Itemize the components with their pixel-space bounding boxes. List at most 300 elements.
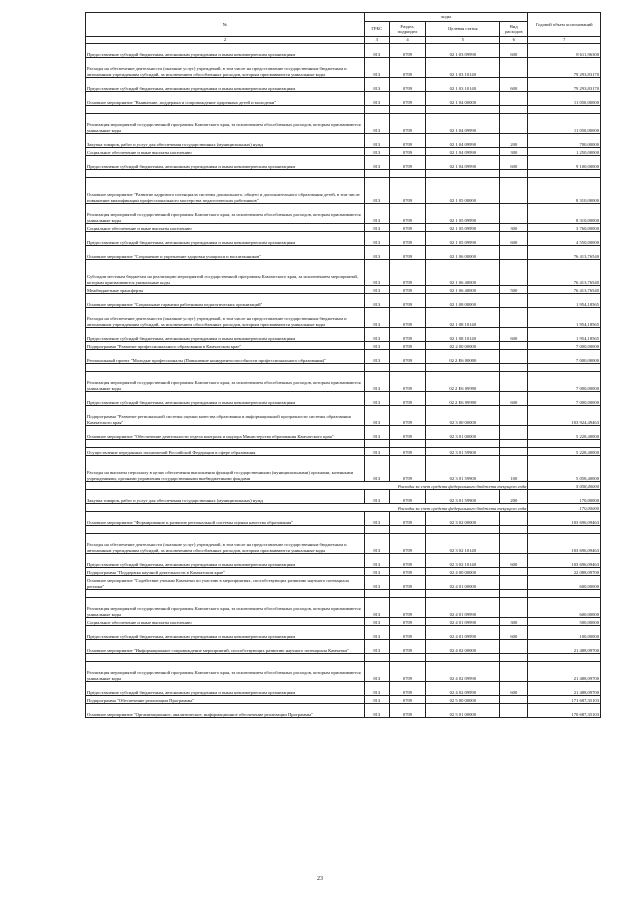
cell-amount: 100,00000	[528, 626, 601, 640]
cell-section: 0709	[389, 78, 426, 92]
col-header-grbs: ГРБС	[364, 22, 389, 37]
cell-section: 0709	[389, 92, 426, 106]
cell-expense-type	[500, 308, 528, 328]
cell-target-article: 02 1 03 09990	[426, 44, 500, 58]
cell-expense-type	[500, 58, 528, 78]
cell-description: Предоставление субсидий бюджетным, автономным учреждениям и иным некоммерческим организациям	[86, 44, 365, 58]
cell-target-article: 02 2 E6 00000	[426, 350, 500, 364]
cell-section: 0709	[389, 44, 426, 58]
cell-description: Предоставление субсидий бюджетным, автономным учреждениям и иным некоммерческим организациям	[86, 392, 365, 406]
spacer-row	[86, 106, 601, 114]
spacer-row	[86, 654, 601, 662]
cell-grbs: 813	[364, 406, 389, 426]
empty-cell	[528, 526, 601, 534]
cell-target-article: 02 4 02 09990	[426, 662, 500, 682]
cell-amount: 79 293,83170	[528, 58, 601, 78]
cell-expense-type	[500, 406, 528, 426]
cell-amount: 21 488,09700	[528, 640, 601, 654]
cell-expense-type: 600	[500, 156, 528, 170]
cell-target-article: 02 1 04 09990	[426, 114, 500, 134]
cell-description: Расходы на обеспечение деятельности (оказание услуг) учреждений, в том числе на предоставление государственным бюджетным и автономным учреждениям субсидий, за исключением обособленных расходов, которым присваиваются уникальные коды	[86, 308, 365, 328]
cell-expense-type: 200	[500, 490, 528, 504]
cell-section: 0709	[389, 342, 426, 350]
cell-expense-type: 600	[500, 44, 528, 58]
funding-note: Расходы за счет средств федерального бюджета текущего года	[86, 482, 528, 490]
empty-cell	[426, 106, 500, 114]
cell-grbs: 813	[364, 342, 389, 350]
empty-cell	[389, 170, 426, 178]
cell-section: 0709	[389, 512, 426, 526]
cell-description: Основное мероприятие "Обеспечение деятельности отдела контроля и надзора Министерства образования Камчатского края"	[86, 426, 365, 440]
cell-description: Расходы на обеспечение деятельности (оказание услуг) учреждений, в том числе на предоставление государственным бюджетным и автономным учреждениям субсидий, за исключением обособленных расходов, которым присваиваются уникальные коды	[86, 534, 365, 554]
table-row	[86, 568, 601, 576]
cell-section: 0709	[389, 308, 426, 328]
empty-cell	[500, 106, 528, 114]
cell-target-article: 02 3 02 00000	[426, 512, 500, 526]
empty-cell	[364, 590, 389, 598]
col-header-codes: коды	[364, 13, 527, 22]
table-row	[86, 246, 601, 260]
cell-description: Предоставление субсидий бюджетным, автономным учреждениям и иным некоммерческим организациям	[86, 554, 365, 568]
page-number: 23	[317, 876, 323, 882]
table-row	[86, 232, 601, 246]
empty-cell	[500, 364, 528, 372]
empty-cell	[528, 106, 601, 114]
table-row	[86, 372, 601, 392]
cell-description: Осуществление переданных полномочий Российской Федерации в сфере образования	[86, 448, 365, 456]
cell-grbs: 813	[364, 156, 389, 170]
cell-expense-type	[500, 294, 528, 308]
cell-grbs: 813	[364, 178, 389, 204]
table-row	[86, 114, 601, 134]
cell-target-article: 02 5 00 00000	[426, 696, 500, 704]
cell-amount: 600,00000	[528, 576, 601, 590]
cell-section: 0709	[389, 576, 426, 590]
cell-grbs: 813	[364, 246, 389, 260]
empty-cell	[364, 106, 389, 114]
cell-description: Подпрограмма "Развитие профессионального образования в Камчатском крае"	[86, 342, 365, 350]
table-header	[86, 13, 601, 44]
empty-cell	[86, 526, 365, 534]
cell-amount: 700,00000	[528, 134, 601, 148]
cell-section: 0709	[389, 682, 426, 696]
cell-expense-type	[500, 204, 528, 224]
empty-cell	[500, 526, 528, 534]
table-row	[86, 156, 601, 170]
cell-amount: 7 000,00000	[528, 342, 601, 350]
cell-expense-type	[500, 448, 528, 456]
spacer-row	[86, 440, 601, 448]
cell-section: 0709	[389, 426, 426, 440]
table-row	[86, 456, 601, 482]
cell-grbs: 813	[364, 618, 389, 626]
cell-amount: 170,00000	[528, 504, 601, 512]
cell-target-article: 02 4 01 09990	[426, 598, 500, 618]
cell-target-article: 02 3 01 59900	[426, 448, 500, 456]
table-row	[86, 618, 601, 626]
cell-expense-type: 600	[500, 78, 528, 92]
column-number-row	[86, 37, 601, 44]
empty-cell	[389, 364, 426, 372]
cell-grbs: 813	[364, 328, 389, 342]
cell-description: Предоставление субсидий бюджетным, автономным учреждениям и иным некоммерческим организациям	[86, 682, 365, 696]
cell-amount: 500,00000	[528, 618, 601, 626]
cell-section: 0709	[389, 568, 426, 576]
cell-amount: 8 611,96300	[528, 44, 601, 58]
cell-target-article: 02 1 08 00000	[426, 294, 500, 308]
cell-section: 0709	[389, 156, 426, 170]
cell-amount: 11 050,00000	[528, 92, 601, 106]
col-header-rzpr: Раздел, подраздел	[389, 22, 426, 37]
cell-section: 0709	[389, 640, 426, 654]
cell-target-article: 02 3 01 59900	[426, 456, 500, 482]
cell-section: 0709	[389, 456, 426, 482]
cell-description: Подпрограмма "Развитие региональной системы оценки качества образования и информационной прозрачности системы образования Камчатского края"	[86, 406, 365, 426]
cell-section: 0709	[389, 598, 426, 618]
cell-description: Реализация мероприятий государственной программы Камчатского края, за исключением обособленных расходов, которым присваиваются уникальные коды	[86, 372, 365, 392]
table-row	[86, 426, 601, 440]
empty-cell	[389, 654, 426, 662]
cell-expense-type	[500, 372, 528, 392]
column-number: 5	[426, 37, 500, 44]
cell-amount: 1 250,00000	[528, 148, 601, 156]
cell-amount: 5 058,40000	[528, 456, 601, 482]
cell-section: 0709	[389, 58, 426, 78]
cell-expense-type: 500	[500, 286, 528, 294]
col-header-csr: Целевая статья	[426, 22, 500, 37]
cell-section: 0709	[389, 448, 426, 456]
empty-cell	[364, 364, 389, 372]
funding-note-row	[86, 482, 601, 490]
cell-grbs: 813	[364, 58, 389, 78]
cell-grbs: 813	[364, 286, 389, 294]
empty-cell	[426, 654, 500, 662]
cell-target-article: 02 4 01 00000	[426, 576, 500, 590]
cell-target-article: 02 2 E6 09990	[426, 372, 500, 392]
cell-grbs: 813	[364, 392, 389, 406]
cell-amount: 22 088,09700	[528, 568, 601, 576]
cell-expense-type: 600	[500, 232, 528, 246]
table-row	[86, 598, 601, 618]
cell-target-article: 02 3 01 59900	[426, 490, 500, 504]
cell-description: Предоставление субсидий бюджетным, автономным учреждениям и иным некоммерческим организациям	[86, 78, 365, 92]
empty-cell	[389, 526, 426, 534]
cell-expense-type	[500, 640, 528, 654]
cell-amount: 103 696,09463	[528, 512, 601, 526]
cell-expense-type: 600	[500, 626, 528, 640]
cell-description: Реализация мероприятий государственной программы Камчатского края, за исключением обособленных расходов, которым присваиваются уникальные коды	[86, 114, 365, 134]
cell-description: Расходы на выплаты персоналу в целях обеспечения выполнения функций государственными (муниципальными) органами, казенными учреждениями, органами управления государственными внебюджетными фондами	[86, 456, 365, 482]
cell-expense-type	[500, 662, 528, 682]
cell-amount: 79 293,83170	[528, 78, 601, 92]
cell-description: Расходы на обеспечение деятельности (оказание услуг) учреждений, в том числе на предоставление государственным бюджетным и автономным учреждениям субсидий, за исключением обособленных расходов, которым присваиваются уникальные коды	[86, 58, 365, 78]
cell-description: Основное мероприятие "Информационное сопровождение мероприятий, способствующих развитию научного потенциала Камчатки"	[86, 640, 365, 654]
table-row	[86, 554, 601, 568]
cell-amount: 7 000,00000	[528, 350, 601, 364]
table-row	[86, 626, 601, 640]
cell-target-article: 02 1 04 09990	[426, 148, 500, 156]
cell-grbs: 813	[364, 696, 389, 704]
cell-section: 0709	[389, 662, 426, 682]
cell-expense-type	[500, 426, 528, 440]
cell-grbs: 813	[364, 372, 389, 392]
cell-expense-type	[500, 704, 528, 718]
cell-amount: 1 954,18565	[528, 328, 601, 342]
cell-grbs: 813	[364, 448, 389, 456]
cell-amount: 171 687,35103	[528, 696, 601, 704]
cell-grbs: 813	[364, 626, 389, 640]
empty-cell	[500, 590, 528, 598]
cell-section: 0709	[389, 696, 426, 704]
cell-amount: 103 696,09463	[528, 554, 601, 568]
cell-section: 0709	[389, 134, 426, 148]
cell-grbs: 813	[364, 640, 389, 654]
cell-target-article: 02 4 00 00000	[426, 568, 500, 576]
cell-grbs: 813	[364, 534, 389, 554]
cell-description: Основное мероприятие "Формирование и развитие региональной системы оценки качества образования"	[86, 512, 365, 526]
cell-grbs: 813	[364, 204, 389, 224]
cell-description: Основное мероприятие "Развитие кадрового потенциала системы дошкольного, общего и дополнительного образования детей, в том числе повышение квалификации профессионального мастерства педагогических работников"	[86, 178, 365, 204]
cell-target-article: 02 1 03 10140	[426, 78, 500, 92]
cell-grbs: 813	[364, 490, 389, 504]
cell-section: 0709	[389, 294, 426, 308]
cell-expense-type: 300	[500, 618, 528, 626]
empty-cell	[528, 440, 601, 448]
table-row	[86, 704, 601, 718]
cell-expense-type	[500, 342, 528, 350]
cell-description: Межбюджетные трансферты	[86, 286, 365, 294]
cell-description: Реализация мероприятий государственной программы Камчатского края, за исключением обособленных расходов, которым присваиваются уникальные коды	[86, 204, 365, 224]
cell-description: Предоставление субсидий бюджетным, автономным учреждениям и иным некоммерческим организациям	[86, 626, 365, 640]
cell-description: Социальное обеспечение и иные выплаты населению	[86, 148, 365, 156]
cell-amount: 11 050,00000	[528, 114, 601, 134]
cell-amount: 4 550,00000	[528, 232, 601, 246]
column-number: 2	[86, 37, 365, 44]
spacer-row	[86, 170, 601, 178]
col-header-no: №	[86, 13, 365, 37]
cell-description: Подпрограмма "Поддержка научной деятельности в Камчатском крае"	[86, 568, 365, 576]
cell-grbs: 813	[364, 704, 389, 718]
budget-table	[85, 12, 601, 718]
empty-cell	[426, 364, 500, 372]
cell-expense-type	[500, 696, 528, 704]
empty-cell	[86, 590, 365, 598]
cell-target-article: 02 3 02 10140	[426, 534, 500, 554]
table-row	[86, 134, 601, 148]
empty-cell	[364, 526, 389, 534]
cell-description: Субсидии местным бюджетам на реализацию мероприятий государственной программы Камчатского края, за исключением мероприятий, которым присваиваются уникальные коды	[86, 260, 365, 286]
cell-target-article: 02 4 01 09990	[426, 626, 500, 640]
cell-grbs: 813	[364, 568, 389, 576]
cell-amount: 170 687,35103	[528, 704, 601, 718]
cell-description: Социальное обеспечение и иные выплаты населению	[86, 618, 365, 626]
column-number: 4	[389, 37, 426, 44]
cell-amount: 5 228,40000	[528, 426, 601, 440]
cell-target-article: 02 1 04 09990	[426, 156, 500, 170]
cell-expense-type: 100	[500, 456, 528, 482]
cell-target-article: 02 5 01 00000	[426, 704, 500, 718]
table-row	[86, 178, 601, 204]
cell-amount: 1 954,18565	[528, 294, 601, 308]
cell-grbs: 813	[364, 456, 389, 482]
cell-amount: 600,00000	[528, 598, 601, 618]
cell-amount: 7 000,00000	[528, 392, 601, 406]
cell-section: 0709	[389, 328, 426, 342]
cell-amount: 21 488,09700	[528, 662, 601, 682]
cell-description: Предоставление субсидий бюджетным, автономным учреждениям и иным некоммерческим организациям	[86, 232, 365, 246]
table-row	[86, 58, 601, 78]
cell-expense-type	[500, 534, 528, 554]
empty-cell	[528, 364, 601, 372]
cell-target-article: 02 3 02 10140	[426, 554, 500, 568]
table-row	[86, 534, 601, 554]
table-row	[86, 448, 601, 456]
table-row	[86, 224, 601, 232]
empty-cell	[364, 440, 389, 448]
cell-amount: 3 760,00000	[528, 224, 601, 232]
cell-expense-type: 300	[500, 148, 528, 156]
cell-section: 0709	[389, 618, 426, 626]
cell-target-article: 02 4 02 00000	[426, 640, 500, 654]
cell-target-article: 02 1 05 09990	[426, 224, 500, 232]
empty-cell	[528, 170, 601, 178]
cell-section: 0709	[389, 704, 426, 718]
empty-cell	[500, 654, 528, 662]
cell-grbs: 813	[364, 682, 389, 696]
cell-section: 0709	[389, 224, 426, 232]
cell-expense-type: 600	[500, 554, 528, 568]
empty-cell	[528, 590, 601, 598]
funding-note: Расходы за счет средств федерального бюджета текущего года	[86, 504, 528, 512]
empty-cell	[426, 526, 500, 534]
cell-target-article: 02 1 06 00000	[426, 246, 500, 260]
cell-target-article: 02 2 00 00000	[426, 342, 500, 350]
cell-amount: 9 100,00000	[528, 156, 601, 170]
table-row	[86, 308, 601, 328]
cell-expense-type: 600	[500, 392, 528, 406]
cell-description: Закупка товаров, работ и услуг для обеспечения государственных (муниципальных) нужд	[86, 134, 365, 148]
cell-section: 0709	[389, 392, 426, 406]
cell-grbs: 813	[364, 662, 389, 682]
empty-cell	[389, 106, 426, 114]
table-row	[86, 392, 601, 406]
cell-expense-type	[500, 512, 528, 526]
table-row	[86, 260, 601, 286]
cell-grbs: 813	[364, 232, 389, 246]
cell-grbs: 813	[364, 260, 389, 286]
empty-cell	[86, 170, 365, 178]
empty-cell	[364, 170, 389, 178]
cell-description: Основное мероприятие "Выявление, поддержка и сопровождение одаренных детей и молодежи"	[86, 92, 365, 106]
cell-amount: 76 413,76540	[528, 286, 601, 294]
cell-expense-type	[500, 178, 528, 204]
column-number: 6	[500, 37, 528, 44]
cell-amount: 5 228,40000	[528, 448, 601, 456]
table-row	[86, 490, 601, 504]
funding-note-row	[86, 504, 601, 512]
empty-cell	[528, 654, 601, 662]
cell-grbs: 813	[364, 308, 389, 328]
cell-expense-type	[500, 246, 528, 260]
cell-expense-type	[500, 260, 528, 286]
cell-section: 0709	[389, 286, 426, 294]
cell-description: Закупка товаров, работ и услуг для обеспечения государственных (муниципальных) нужд	[86, 490, 365, 504]
cell-section: 0709	[389, 232, 426, 246]
table-row	[86, 342, 601, 350]
table-row	[86, 662, 601, 682]
cell-target-article: 02 1 04 09990	[426, 134, 500, 148]
cell-section: 0709	[389, 350, 426, 364]
cell-description: Социальное обеспечение и иные выплаты населению	[86, 224, 365, 232]
table-row	[86, 350, 601, 364]
cell-grbs: 813	[364, 554, 389, 568]
empty-cell	[389, 590, 426, 598]
cell-target-article: 02 1 05 09990	[426, 204, 500, 224]
cell-grbs: 813	[364, 598, 389, 618]
table-row	[86, 512, 601, 526]
table-row	[86, 640, 601, 654]
empty-cell	[426, 590, 500, 598]
cell-amount: 8 310,00000	[528, 204, 601, 224]
cell-section: 0709	[389, 490, 426, 504]
cell-expense-type	[500, 568, 528, 576]
empty-cell	[364, 654, 389, 662]
table-row	[86, 44, 601, 58]
cell-target-article: 02 4 02 09990	[426, 682, 500, 696]
cell-expense-type	[500, 598, 528, 618]
spacer-row	[86, 364, 601, 372]
cell-target-article: 02 3 01 00000	[426, 426, 500, 440]
cell-section: 0709	[389, 626, 426, 640]
cell-grbs: 813	[364, 512, 389, 526]
cell-description: Предоставление субсидий бюджетным, автономным учреждениям и иным некоммерческим организациям	[86, 328, 365, 342]
cell-grbs: 813	[364, 294, 389, 308]
column-number: 3	[364, 37, 389, 44]
cell-description: Основное мероприятие "Сохранение и укрепление здоровья учащихся и воспитанников"	[86, 246, 365, 260]
cell-section: 0709	[389, 148, 426, 156]
table-body	[86, 44, 601, 718]
cell-target-article: 02 4 01 09990	[426, 618, 500, 626]
empty-cell	[426, 170, 500, 178]
cell-section: 0709	[389, 178, 426, 204]
cell-expense-type	[500, 350, 528, 364]
cell-grbs: 813	[364, 350, 389, 364]
cell-grbs: 813	[364, 148, 389, 156]
cell-amount: 1 954,18565	[528, 308, 601, 328]
empty-cell	[389, 440, 426, 448]
table-row	[86, 78, 601, 92]
cell-description: Подпрограмма "Обеспечение реализации Программы"	[86, 696, 365, 704]
col-header-sum: Годовой объем ассигнований	[528, 13, 601, 37]
cell-section: 0709	[389, 204, 426, 224]
cell-target-article: 02 1 04 00000	[426, 92, 500, 106]
cell-description: Основное мероприятие "Содействие ученым Камчатки по участию в мероприятиях, способствующих развитию научного потенциала региона"	[86, 576, 365, 590]
cell-target-article: 02 1 06 40000	[426, 286, 500, 294]
cell-amount: 170,00000	[528, 490, 601, 504]
cell-grbs: 813	[364, 576, 389, 590]
cell-expense-type	[500, 92, 528, 106]
table-row	[86, 148, 601, 156]
cell-grbs: 813	[364, 426, 389, 440]
empty-cell	[86, 364, 365, 372]
cell-expense-type: 300	[500, 224, 528, 232]
cell-description: Основное мероприятие "Социальные гарантии работникам педагогических организаций"	[86, 294, 365, 308]
empty-cell	[426, 440, 500, 448]
cell-description: Региональный проект "Молодые профессионалы (Повышение конкурентоспособности профессионального образования)"	[86, 350, 365, 364]
cell-grbs: 813	[364, 78, 389, 92]
cell-expense-type	[500, 114, 528, 134]
empty-cell	[86, 106, 365, 114]
